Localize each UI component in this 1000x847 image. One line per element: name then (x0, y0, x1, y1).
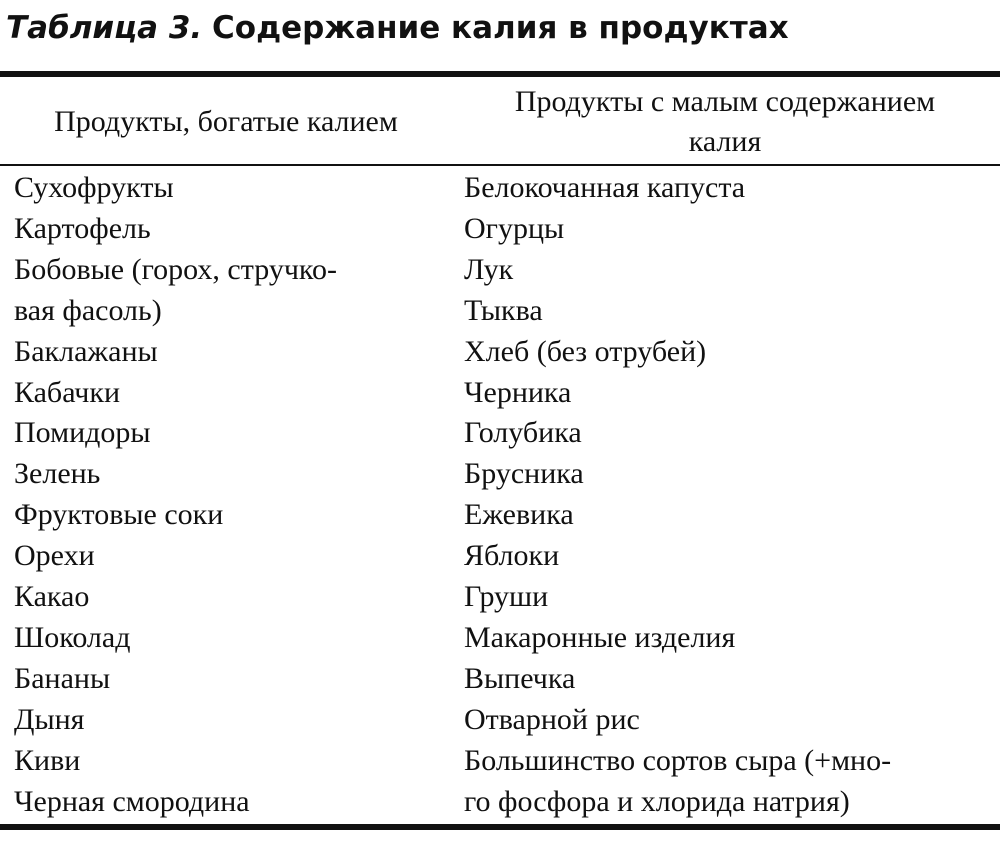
list-item: Яблоки (464, 539, 560, 573)
list-item: Тыква (464, 293, 543, 327)
low-potassium-list (464, 168, 996, 823)
list-item: Ежевика (464, 498, 574, 532)
list-item: Белокочанная капуста (464, 171, 746, 204)
list-item: Орехи (14, 539, 95, 573)
list-item: Кабачки (14, 375, 121, 409)
list-item: Голубика (464, 416, 582, 450)
column-header-rich: Продукты, богатые калием (54, 105, 398, 138)
list-item: Черника (464, 375, 572, 409)
list-item: Сухофрукты (14, 171, 174, 204)
list-item: Хлеб (без отрубей) (464, 334, 707, 368)
table-bottom-rule (0, 824, 1000, 830)
list-item: Баклажаны (14, 334, 158, 368)
list-item: Какао (14, 580, 90, 614)
table-top-rule (0, 71, 1000, 77)
list-item: Груши (464, 580, 549, 614)
list-item: Шоколад (14, 620, 131, 654)
list-item: Киви (14, 743, 81, 777)
list-item: Выпечка (464, 661, 576, 695)
table-caption (6, 8, 789, 48)
list-item: Картофель (14, 211, 151, 245)
header-divider-rule (0, 164, 1000, 166)
caption-label: Таблица 3. (6, 10, 203, 46)
list-item: Зелень (14, 457, 101, 491)
list-item: Макаронные изделия (464, 620, 736, 654)
column-header-low (455, 82, 995, 162)
list-item: Отварной рис (464, 702, 640, 736)
list-item: Брусника (464, 457, 584, 491)
caption-title: Содержание калия в продуктах (212, 10, 789, 46)
list-item: Помидоры (14, 416, 151, 450)
rich-potassium-list (14, 168, 444, 823)
list-item: Лук (464, 252, 514, 286)
list-item: Фруктовые соки (14, 498, 224, 532)
column-header-low-text: Продукты с малым содержанием калия (514, 85, 936, 158)
list-item: Черная смородина (14, 784, 250, 818)
list-item: Большинство сортов сыра (+мно- го фосфора и хлорида натрия) (464, 743, 892, 818)
list-item: Дыня (14, 702, 85, 736)
list-item: Бананы (14, 661, 111, 695)
list-item: Огурцы (464, 211, 565, 245)
list-item: Бобовые (горох, стручко- вая фасоль) (14, 252, 337, 327)
